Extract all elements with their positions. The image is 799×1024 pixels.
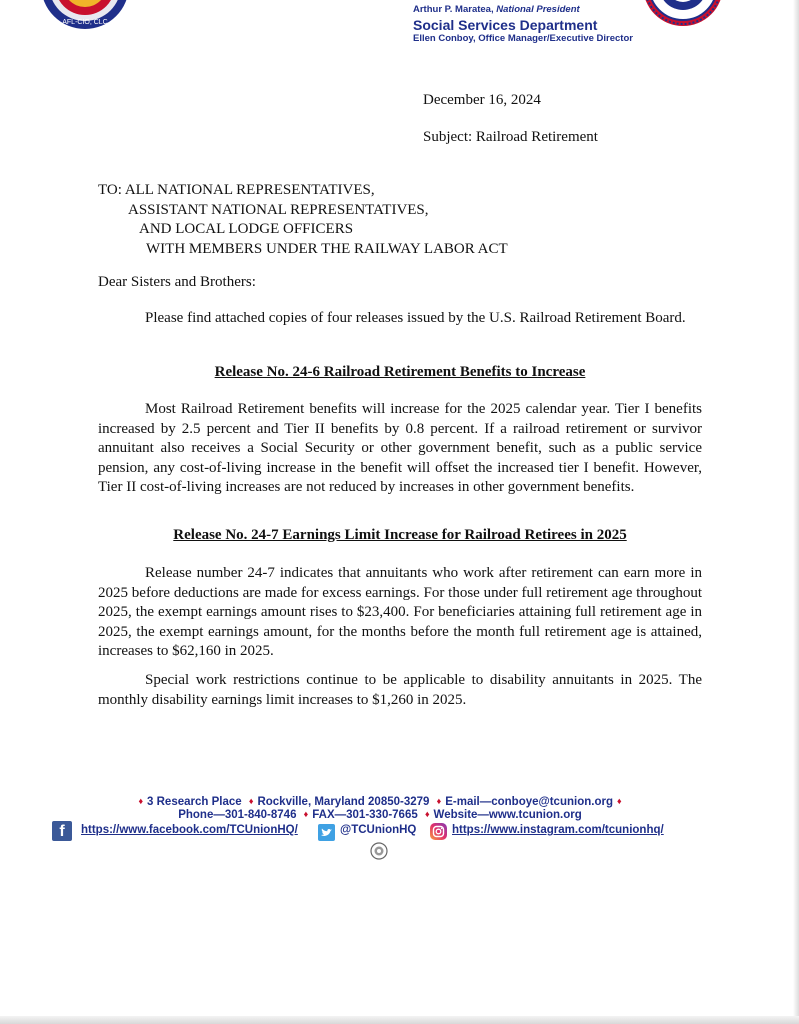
special-text: Special work restrictions continue to be applicable to disability annuitants in 2025. The monthly disability earnings limit increases to $1,260 in 2025. (98, 672, 702, 708)
intro-paragraph (98, 309, 702, 329)
release2-heading: Release No. 24-7 Earnings Limit Increase for Railroad Retirees in 2025 (173, 527, 627, 543)
release1-heading: Release No. 24-6 Railroad Retirement Benefits to Increase (214, 364, 586, 380)
addressee-line: AND LOCAL LODGE OFFICERS (139, 221, 354, 237)
instagram-link[interactable]: https://www.instagram.com/tcunionhq/ (452, 824, 664, 836)
social-links (52, 821, 772, 843)
bullet-icon: ♦ (616, 796, 622, 806)
addressee-line: TO: ALL NATIONAL REPRESENTATIVES, (98, 182, 375, 198)
twitter-handle[interactable]: @TCUnionHQ (340, 824, 417, 836)
footer-contact-line (0, 809, 760, 821)
president-title: National President (496, 4, 580, 15)
footer-phone: Phone—301-840-8746 (178, 809, 297, 821)
department-name: Social Services Department (413, 17, 598, 33)
addressee-line: WITH MEMBERS UNDER THE RAILWAY LABOR ACT (146, 240, 508, 257)
special-paragraph (98, 671, 702, 710)
facebook-icon[interactable]: f (52, 821, 72, 841)
salutation: Dear Sisters and Brothers: (98, 274, 256, 290)
release1-text: Most Railroad Retirement benefits will increase for the 2025 calendar year. Tier I benefits increased by 2.5 percent and Tier II benefits by 0.8 percent. If a railroad retirement or survivor annuitant also receives a Social Security or other government benefit, such as a public service pension, any cost-of-living increase in the benefit will offset the increased tier I benefit. However, Tier II cost-of-living increases are not reduced by increases in other government benefits. (98, 401, 702, 495)
addressee-line: ASSISTANT NATIONAL REPRESENTATIVES, (128, 201, 429, 218)
bullet-icon: ♦ (436, 796, 442, 806)
bullet-icon: ♦ (424, 809, 430, 819)
release1-paragraph (98, 400, 702, 498)
letter-date: December 16, 2024 (423, 92, 541, 108)
page-bottom-edge (0, 1016, 799, 1024)
footer-address-line (0, 796, 760, 808)
footer-email[interactable]: E-mail—conboye@tcunion.org (445, 796, 613, 808)
bullet-icon: ♦ (138, 796, 144, 806)
instagram-icon[interactable] (430, 823, 447, 840)
addressee-block (98, 181, 508, 259)
director-line: Ellen Conboy, Office Manager/Executive Director (413, 33, 633, 44)
union-seal-logo (40, 0, 130, 30)
president-line (413, 4, 633, 16)
footer-city: Rockville, Maryland 20850-3279 (257, 796, 430, 808)
twitter-icon[interactable] (318, 824, 335, 841)
president-name: Arthur P. Maratea, (413, 4, 497, 15)
release2-paragraph (98, 564, 702, 662)
footer-fax: FAX—301-330-7665 (312, 809, 418, 821)
intro-text: Please find attached copies of four releases issued by the U.S. Railroad Retirement Board. (145, 310, 686, 326)
union-bug-icon (370, 842, 388, 860)
letterhead (413, 4, 633, 45)
bullet-icon: ♦ (248, 796, 254, 806)
bullet-icon: ♦ (303, 809, 309, 819)
footer-website[interactable]: Website—www.tcunion.org (433, 809, 582, 821)
page-right-edge (793, 0, 799, 1024)
letter-subject: Subject: Railroad Retirement (423, 129, 598, 145)
release2-text: Release number 24-7 indicates that annuitants who work after retirement can earn more in 2025 before deductions are made for excess earnings. For those under full retirement age throughout 2025, the exempt earnings amount rises to $23,400. For beneficiaries attaining full retirement age in 2025, the exempt earnings amount, for the months before the month full retirement age is attained, increases to $62,160 in 2025. (98, 565, 702, 659)
logo-seal-text: AFL-CIO, CLC (62, 19, 108, 26)
footer-address: 3 Research Place (147, 796, 242, 808)
union-badge-logo (643, 0, 723, 28)
facebook-link[interactable]: https://www.facebook.com/TCUnionHQ/ (81, 824, 298, 836)
